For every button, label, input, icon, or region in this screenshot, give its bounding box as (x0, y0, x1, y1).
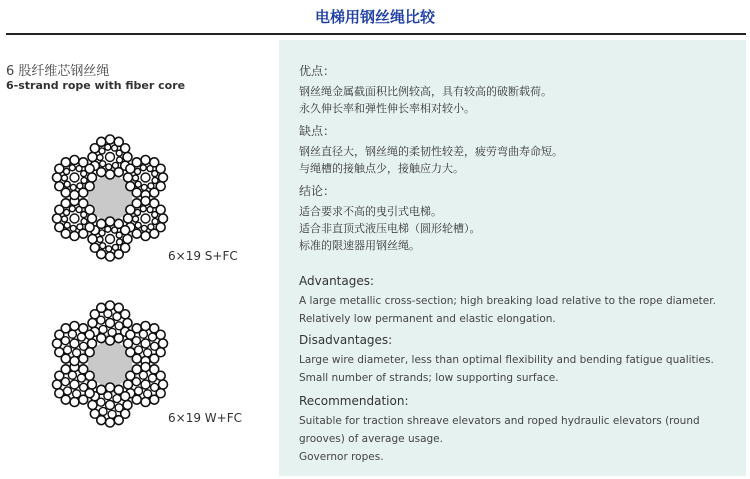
advantages-section (299, 274, 739, 328)
comparison-panel (279, 40, 746, 476)
disadvantages-section (299, 333, 739, 387)
recommendation-line: Governor ropes. (299, 451, 384, 463)
conclusion-cn-line: 适合非直顶式液压电梯（圆形轮槽）。 (299, 222, 481, 235)
cons-cn-line: 与绳槽的接触点少，接触应力大。 (299, 162, 464, 175)
recommendation-line: Suitable for traction shreave elevators and roped hydraulic elevators (round (299, 415, 700, 427)
page-title: 电梯用钢丝绳比较 (314, 8, 435, 26)
cons-cn-section (299, 122, 739, 177)
title-divider (6, 33, 746, 35)
conclusion-cn-heading: 结论： (299, 184, 336, 198)
rope-cross-section-seale (44, 132, 176, 264)
advantages-line: A large metallic cross-section; high breaking load relative to the rope diameter. (299, 295, 716, 307)
rope-illustration-panel (0, 40, 279, 476)
disadvantages-heading: Disadvantages: (299, 333, 393, 347)
conclusion-cn-line: 适合要求不高的曳引式电梯。 (299, 205, 442, 218)
recommendation-line: grooves) of average usage. (299, 433, 443, 445)
advantages-heading: Advantages: (299, 274, 375, 288)
rope-title-cn: 6 股纤维芯钢丝绳 (6, 64, 110, 79)
recommendation-section (299, 394, 739, 466)
conclusion-cn-line: 标准的限速器用钢丝绳。 (299, 239, 420, 252)
rope-title-en: 6-strand rope with fiber core (6, 79, 186, 92)
conclusion-cn-section (299, 182, 739, 254)
cons-cn-line: 钢丝直径大，钢丝绳的柔韧性较差，疲劳弯曲寿命短。 (299, 145, 563, 158)
pros-cn-heading: 优点： (299, 64, 336, 78)
cons-cn-heading: 缺点： (299, 124, 336, 138)
recommendation-heading: Recommendation: (299, 394, 409, 408)
rope-type-label-seale: 6×19 S+FC (168, 249, 238, 263)
pros-cn-line: 永久伸长率和弹性伸长率相对较小。 (299, 102, 475, 115)
disadvantages-line: Large wire diameter, less than optimal flexibility and bending fatigue qualities. (299, 354, 714, 366)
disadvantages-line: Small number of strands; low supporting surface. (299, 372, 559, 384)
rope-cross-section-warrington (44, 298, 176, 430)
advantages-line: Relatively low permanent and elastic elongation. (299, 313, 556, 325)
rope-type-label-warrington: 6×19 W+FC (168, 411, 242, 425)
pros-cn-line: 钢丝绳金属截面积比例较高，具有较高的破断载荷。 (299, 85, 552, 98)
pros-cn-section (299, 62, 739, 117)
